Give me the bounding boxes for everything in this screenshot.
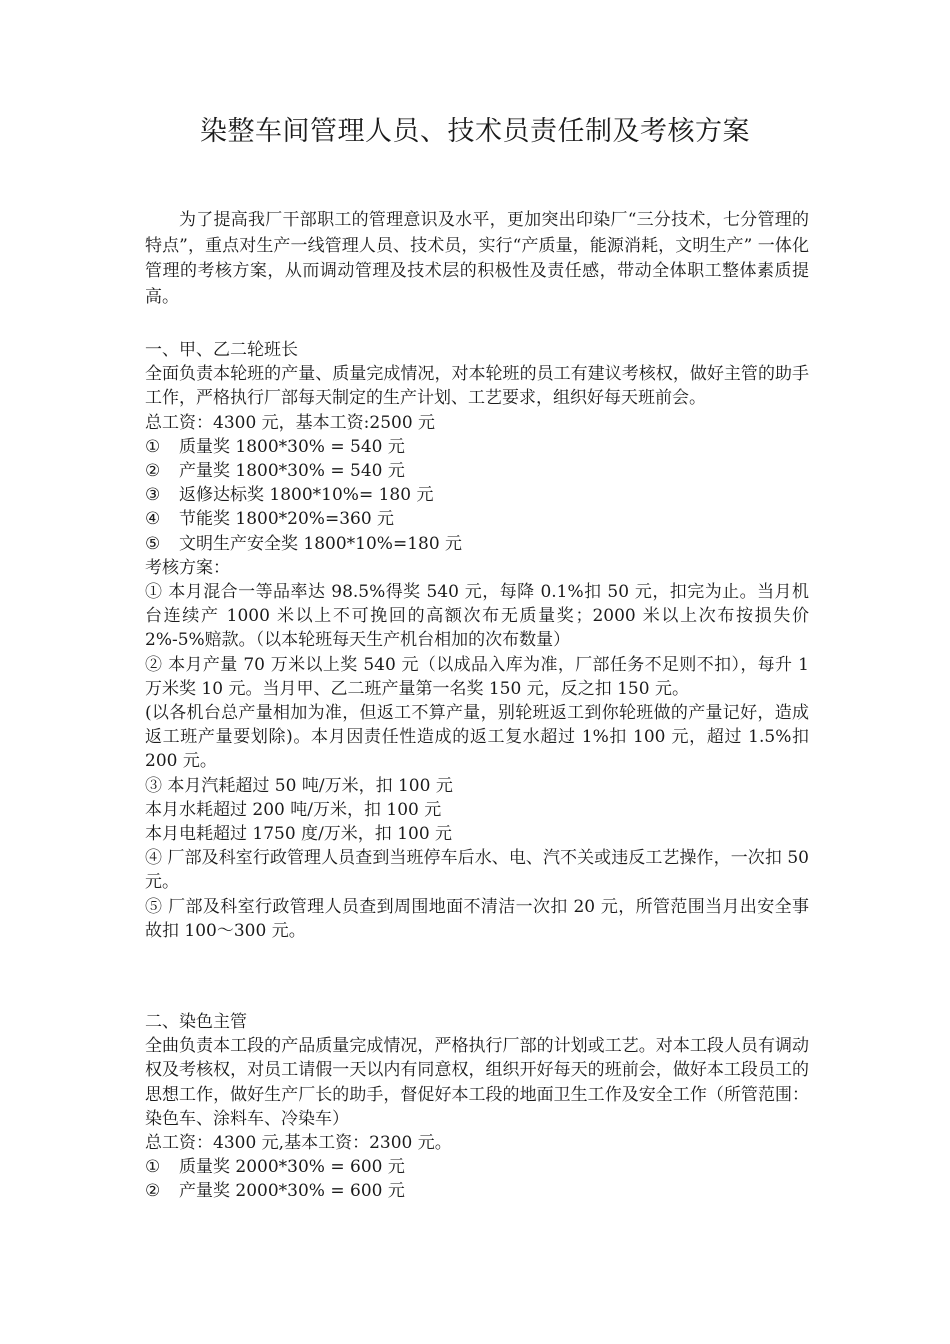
bonus-number: ③: [145, 485, 161, 506]
section-1-salary: 总工资：4300 元，基本工资:2500 元: [145, 412, 436, 433]
section-1: [145, 338, 809, 943]
assessment-item-3-steam: ③ 本月汽耗超过 50 吨/万米，扣 100 元: [145, 775, 453, 796]
section-1-duty: 全面负责本轮班的产量、质量完成情况，对本轮班的员工有建议考核权，做好主管的助手工作，严格执行厂部每天制定的生产计划、工艺要求，组织好每天班前会。: [145, 364, 809, 409]
section-1-heading: 一、甲、乙二轮班长: [145, 340, 298, 360]
bonus-number: ②: [145, 1181, 161, 1202]
bonus-text: 返修达标奖 1800*10%= 180 元: [179, 485, 434, 506]
bonus-number: ④: [145, 509, 161, 530]
bonus-number: ①: [145, 436, 161, 457]
assessment-item-2-note: (以各机台总产量相加为准，但返工不算产量，别轮班返工到你轮班做的产量记好，造成返工班产量要划除)。本月因责任性造成的返工复水超过 1%扣 100 元，超过 1.5%扣 200 元。: [145, 703, 809, 772]
assessment-item-3-power: 本月电耗超过 1750 度/万米，扣 100 元: [145, 824, 453, 845]
assessment-item-4: ④ 厂部及科室行政管理人员查到当班停车后水、电、汽不关或违反工艺操作，一次扣 50 元。: [145, 848, 809, 893]
bonus-item: [145, 435, 809, 459]
bonus-text: 质量奖 2000*30% = 600 元: [179, 1157, 405, 1178]
section-2: [145, 1010, 809, 1204]
assessment-item-3-water: 本月水耗超过 200 吨/万米，扣 100 元: [145, 799, 442, 820]
bonus-item: [145, 1179, 809, 1203]
section-2-salary: 总工资：4300 元,基本工资：2300 元。: [145, 1133, 452, 1154]
bonus-item: [145, 532, 809, 556]
assessment-label: 考核方案：: [145, 557, 230, 578]
document-title: 染整车间管理人员、技术员责任制及考核方案: [200, 116, 750, 147]
assessment-item-1: ① 本月混合一等品率达 98.5%得奖 540 元，每降 0.1%扣 50 元，扣完为止。当月机台连续产 1000 米以上不可挽回的高额次布无质量奖；2000 米以上次布按损失价 2%-5%赔款。（以本轮班每天生产机台相加的次布数量）: [145, 582, 809, 651]
bonus-number: ⑤: [145, 533, 161, 554]
bonus-text: 节能奖 1800*20%=360 元: [179, 509, 395, 530]
bonus-number: ①: [145, 1157, 161, 1178]
bonus-item: [145, 507, 809, 531]
bonus-number: ②: [145, 461, 161, 482]
bonus-item: [145, 459, 809, 483]
bonus-text: 文明生产安全奖 1800*10%=180 元: [179, 533, 463, 554]
bonus-text: 产量奖 2000*30% = 600 元: [179, 1181, 405, 1202]
bonus-item: [145, 1155, 809, 1179]
assessment-item-2: ② 本月产量 70 万米以上奖 540 元（以成品入库为准，厂部任务不足则不扣），每升 1 万米奖 10 元。当月甲、乙二班产量第一名奖 150 元，反之扣 150 元。: [145, 654, 809, 699]
bonus-item: [145, 483, 809, 507]
intro-paragraph: 为了提高我厂干部职工的管理意识及水平，更加突出印染厂“三分技术，七分管理的特点”，重点对生产一线管理人员、技术员，实行“产质量，能源消耗，文明生产” 一体化管理的考核方案，从而调动管理及技术层的积极性及责任感，带动全体职工整体素质提高。: [145, 210, 809, 307]
bonus-text: 产量奖 1800*30% = 540 元: [179, 461, 405, 482]
section-2-duty: 全曲负责本工段的产品质量完成情况，严格执行厂部的计划或工艺。对本工段人员有调动权及考核权，对员工请假一天以内有同意权，组织开好每天的班前会，做好本工段员工的思想工作，做好生产厂长的助手，督促好本工段的地面卫生工作及安全工作（所管范围：染色车、涂料车、冷染车）: [145, 1036, 809, 1129]
assessment-item-5: ⑤ 厂部及科室行政管理人员查到周围地面不清洁一次扣 20 元，所管范围当月出安全事故扣 100～300 元。: [145, 896, 809, 941]
bonus-text: 质量奖 1800*30% = 540 元: [179, 436, 405, 457]
section-2-heading: 二、染色主管: [145, 1012, 247, 1032]
